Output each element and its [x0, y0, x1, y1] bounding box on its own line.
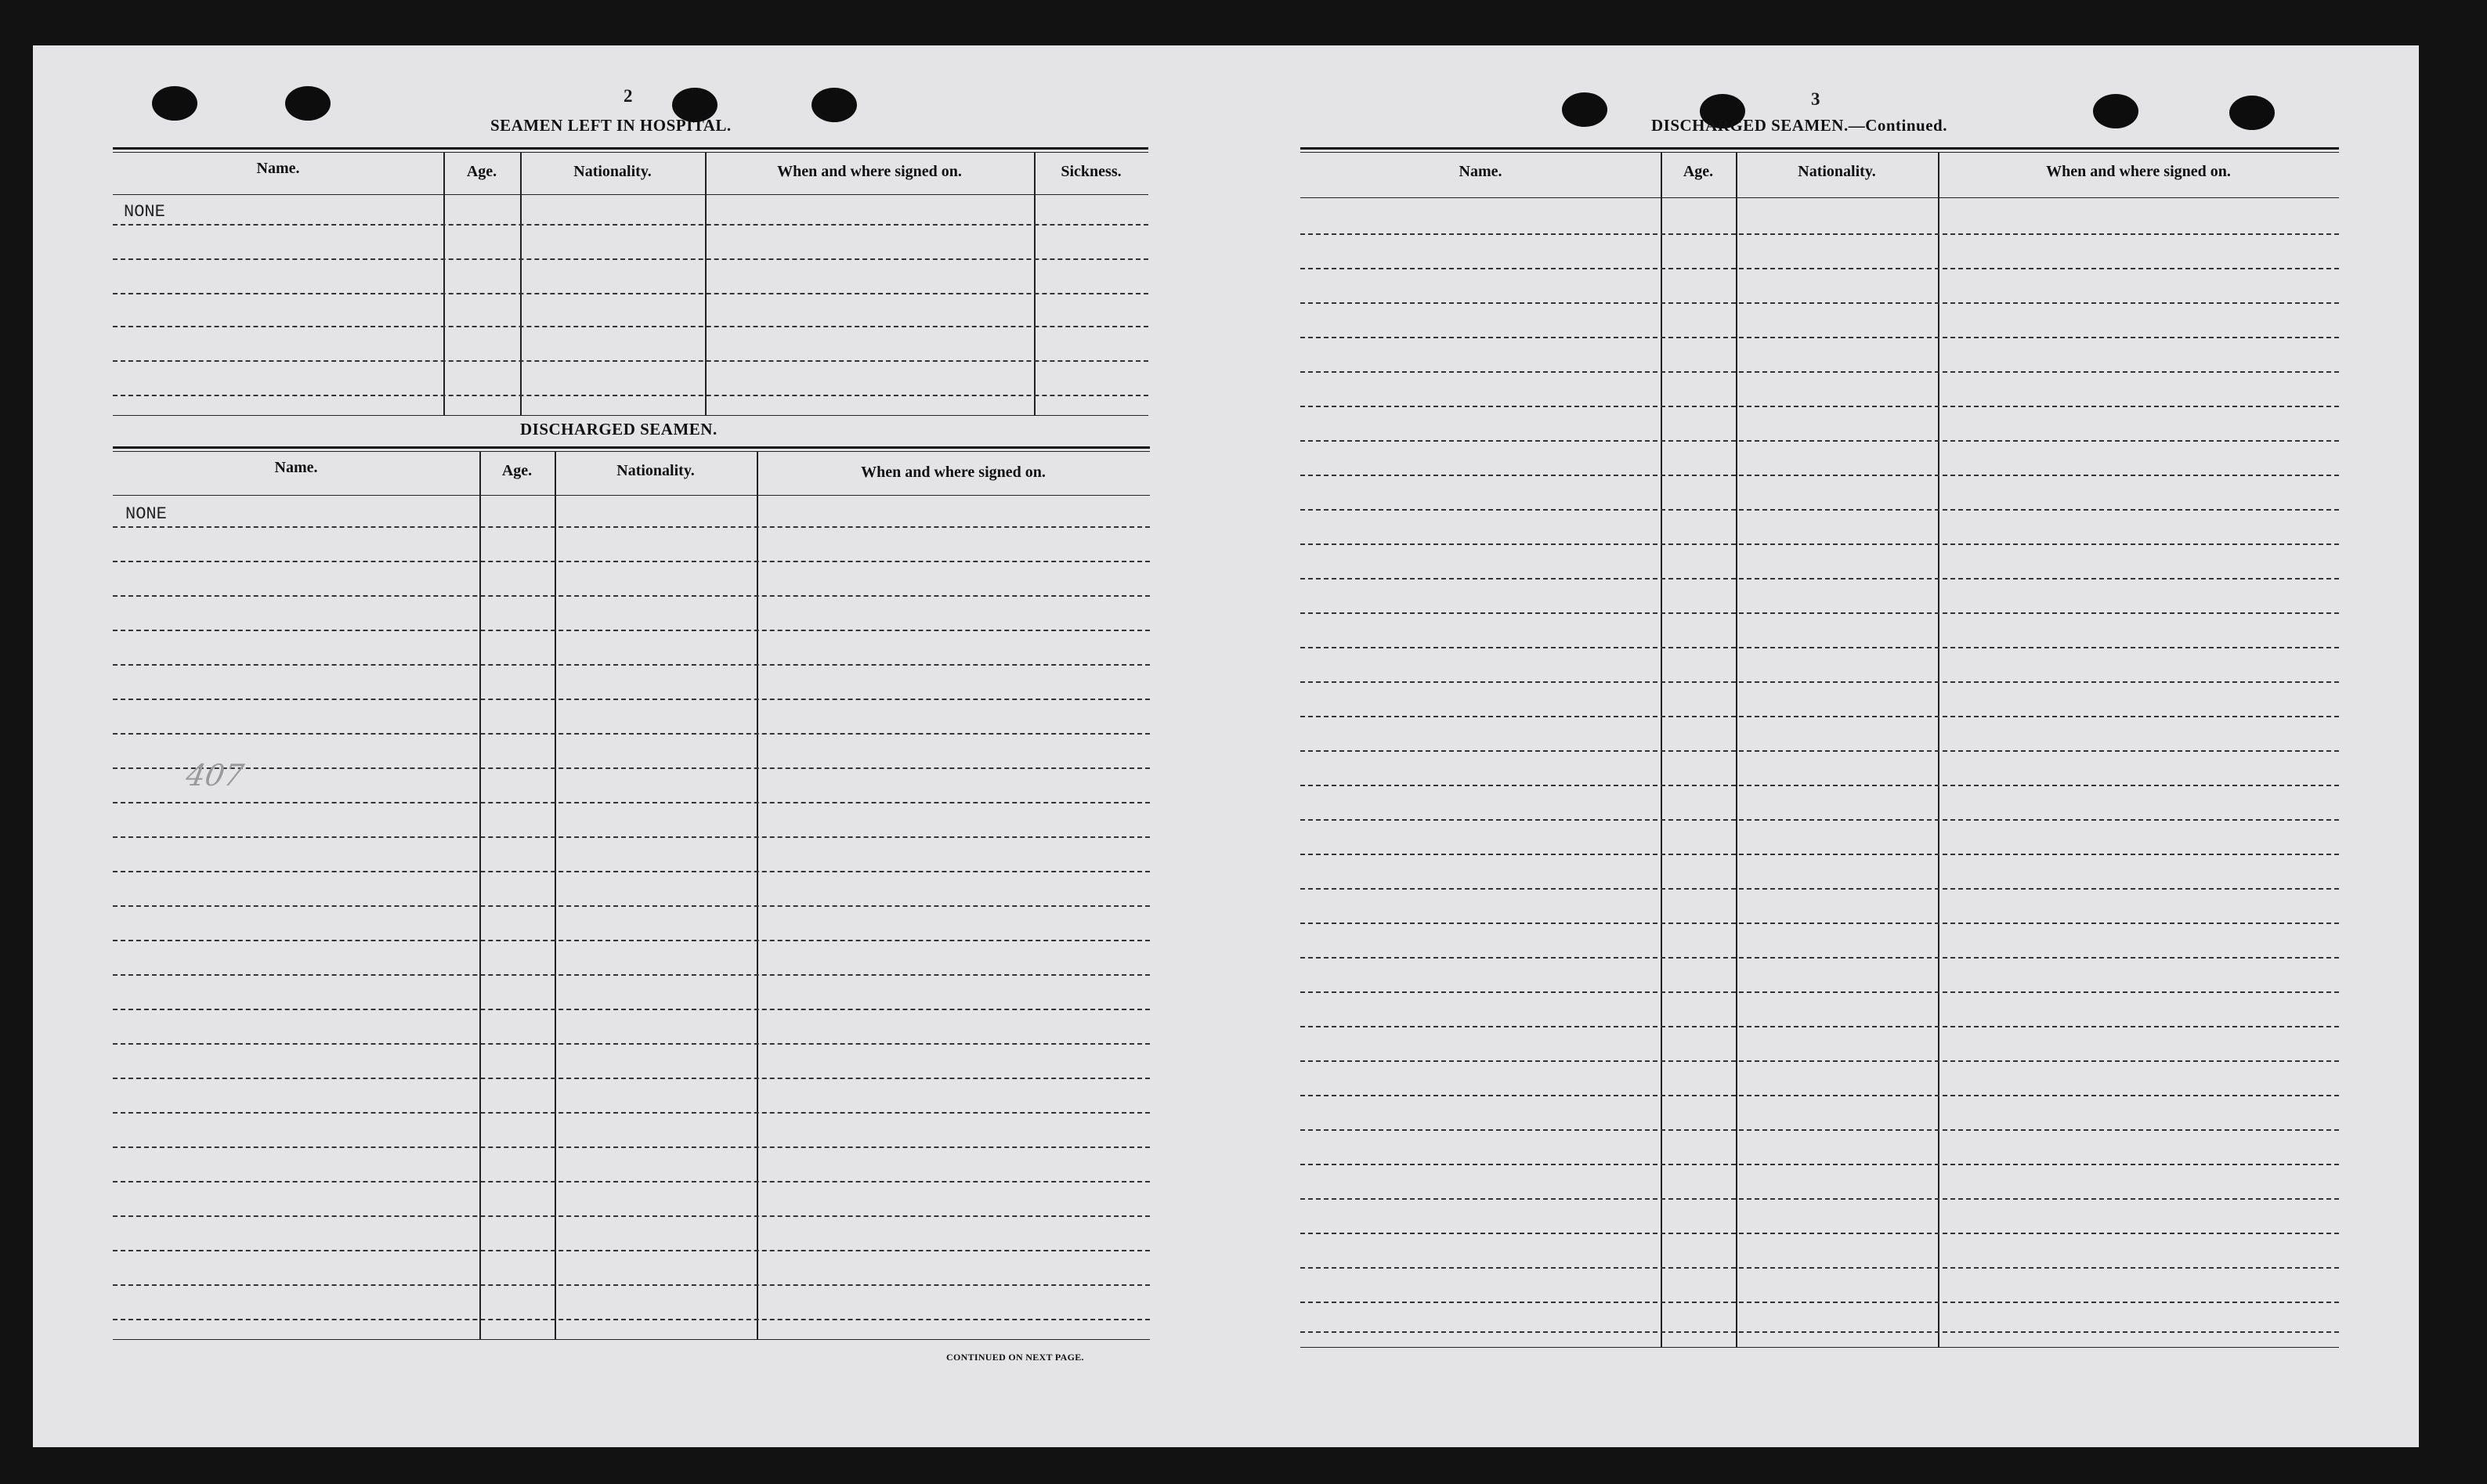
- table-row: [1300, 371, 2339, 373]
- table-row: [113, 1009, 1150, 1010]
- discharged-table-right: [1300, 147, 2339, 1350]
- table-row: [113, 630, 1150, 631]
- table-row: [1300, 543, 2339, 545]
- table-row: [113, 1078, 1150, 1079]
- punch-hole: [2093, 94, 2138, 128]
- page-number-left: 2: [624, 86, 633, 106]
- right-section-title: DISCHARGED SEAMEN.—Continued.: [1651, 116, 1947, 135]
- table-row: [1300, 509, 2339, 511]
- column-header-sickness: Sickness.: [1061, 163, 1122, 180]
- column-header-name: Name.: [1459, 163, 1502, 180]
- hospital-section-title: SEAMEN LEFT IN HOSPITAL.: [490, 116, 732, 135]
- table-row: [1300, 923, 2339, 924]
- table-row: [113, 871, 1150, 872]
- table-row: [113, 326, 1148, 327]
- table-row: [113, 258, 1148, 260]
- column-header-age: Age.: [466, 163, 497, 180]
- table-row: [1300, 1198, 2339, 1200]
- table-row: [1300, 475, 2339, 476]
- punch-hole: [285, 86, 331, 121]
- hospital-entry: NONE: [124, 202, 165, 222]
- table-row: [1300, 1331, 2339, 1333]
- table-row: [1300, 1060, 2339, 1062]
- margin-number: 407: [183, 758, 247, 793]
- column-header-name: Name.: [256, 160, 300, 177]
- table-row: [113, 802, 1150, 803]
- column-header-when-where: When and where signed on.: [2046, 163, 2231, 180]
- table-row: [113, 526, 1150, 528]
- punch-hole: [152, 86, 197, 121]
- table-row: [1300, 681, 2339, 683]
- table-row: [113, 360, 1148, 362]
- column-header-name: Name.: [274, 459, 318, 476]
- table-row: [1300, 1267, 2339, 1269]
- punch-hole: [1562, 92, 1607, 127]
- table-row: [1300, 337, 2339, 338]
- table-row: [1300, 957, 2339, 959]
- column-header-nationality: Nationality.: [616, 462, 695, 479]
- table-row: [1300, 819, 2339, 821]
- discharged-entry: NONE: [125, 504, 167, 524]
- table-row: [113, 1250, 1150, 1251]
- table-row: [1300, 750, 2339, 752]
- column-header-when-where: When and where signed on.: [861, 464, 1046, 481]
- table-row: [1300, 1302, 2339, 1303]
- continued-note: CONTINUED ON NEXT PAGE.: [946, 1352, 1084, 1363]
- table-row: [1300, 612, 2339, 614]
- table-row: [113, 1215, 1150, 1217]
- table-row: [1300, 647, 2339, 648]
- table-row: [1300, 888, 2339, 890]
- table-row: [113, 1112, 1150, 1114]
- table-row: [113, 767, 1150, 769]
- table-row: [113, 940, 1150, 941]
- table-row: [113, 1284, 1150, 1286]
- table-row: [113, 395, 1148, 396]
- table-row: [1300, 268, 2339, 269]
- table-row: [1300, 1026, 2339, 1027]
- table-row: [113, 561, 1150, 562]
- table-row: [1300, 1129, 2339, 1131]
- table-row: [1300, 1164, 2339, 1165]
- column-header-nationality: Nationality.: [573, 163, 652, 180]
- document-sheet: [33, 45, 2419, 1447]
- punch-hole: [2229, 96, 2275, 130]
- column-header-nationality: Nationality.: [1798, 163, 1876, 180]
- column-header-age: Age.: [501, 462, 533, 479]
- table-row: [113, 699, 1150, 700]
- table-row: [1300, 991, 2339, 993]
- table-row: [1300, 406, 2339, 407]
- table-row: [113, 836, 1150, 838]
- table-row: [1300, 716, 2339, 717]
- table-row: [1300, 440, 2339, 442]
- column-header-when-where: When and where signed on.: [777, 163, 962, 180]
- table-row: [1300, 302, 2339, 304]
- table-row: [113, 1181, 1150, 1183]
- table-row: [113, 905, 1150, 907]
- table-row: [1300, 578, 2339, 580]
- page-number-right: 3: [1811, 89, 1820, 109]
- table-row: [113, 733, 1150, 735]
- table-row: [113, 1043, 1150, 1045]
- punch-hole: [812, 88, 857, 122]
- table-row: [113, 974, 1150, 976]
- table-row: [1300, 1095, 2339, 1096]
- table-row: [113, 664, 1150, 666]
- discharged-table-left: [113, 446, 1150, 1347]
- table-row: [113, 224, 1148, 226]
- hospital-table: [113, 147, 1148, 453]
- table-row: [113, 1146, 1150, 1148]
- table-row: [113, 293, 1148, 294]
- table-row: [1300, 1233, 2339, 1234]
- column-header-age: Age.: [1683, 163, 1714, 180]
- table-row: [1300, 785, 2339, 786]
- table-row: [113, 1319, 1150, 1320]
- table-row: [1300, 854, 2339, 855]
- discharged-section-title: DISCHARGED SEAMEN.: [520, 420, 718, 439]
- table-row: [1300, 233, 2339, 235]
- table-row: [113, 595, 1150, 597]
